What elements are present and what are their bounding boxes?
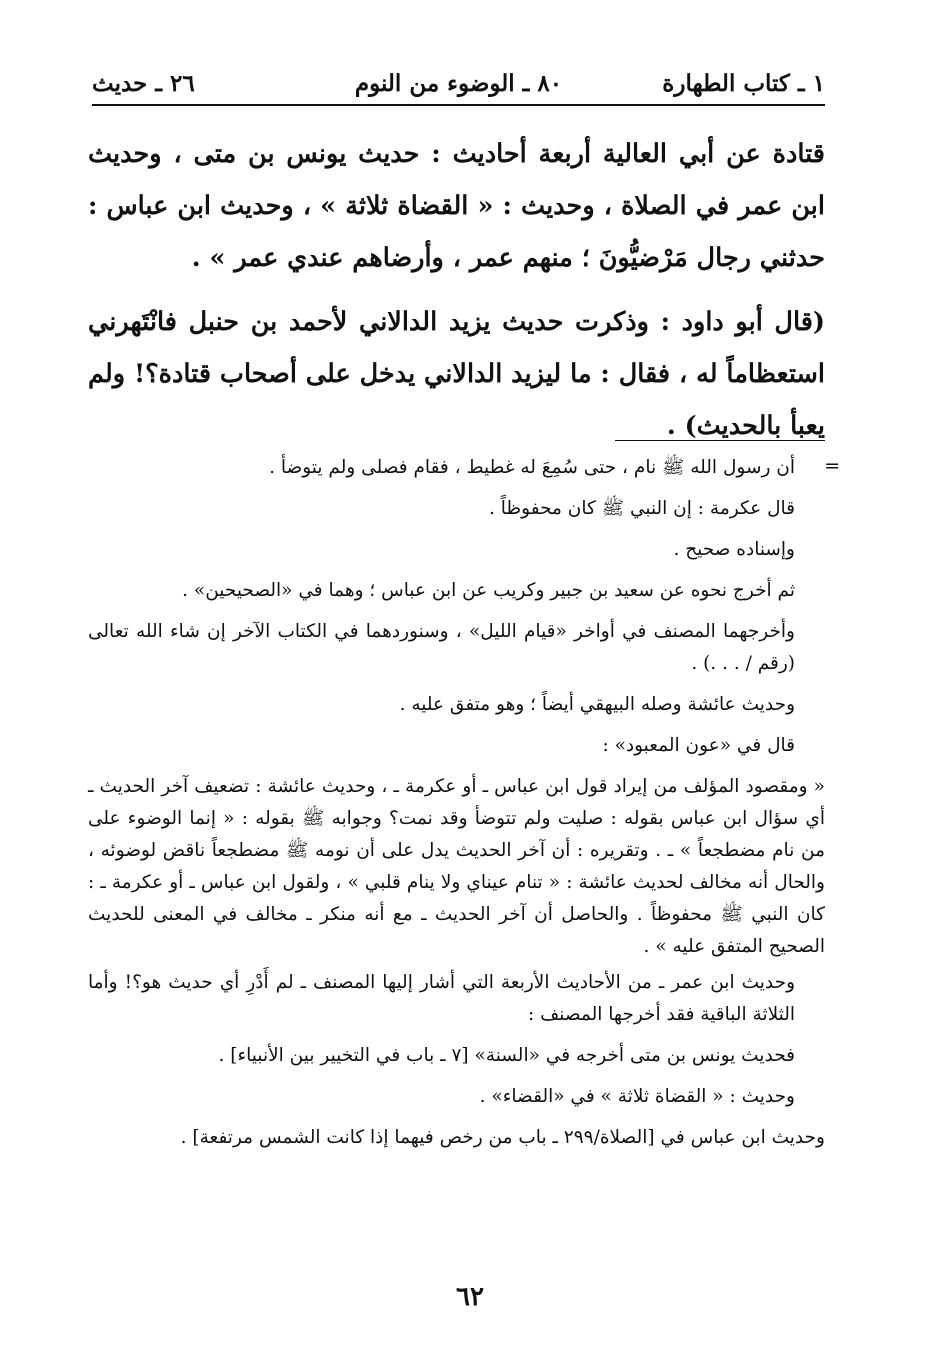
footnote-line: قال في «عون المعبود» : bbox=[602, 735, 795, 756]
footnote-quotation: « ومقصود المؤلف من إيراد قول ابن عباس ـ أو عكرمة ـ ، وحديث عائشة : تضعيف آخر الحديث ـ أي سؤال ابن عباس بقوله : صليت ولم تتوضأ وقد نمت؟ وجوابه ﷺ بقوله : « إنما الوضوء على من نام مضطجعاً » ـ . وتقريره : أن آخر الحديث يدل على أن نومه ﷺ مضطجعاً ناقض لوضوئه ، والحال أنه مخالف لحديث عائشة : « تنام عيناي ولا ينام قلبي » ، ولقول ابن عباس ـ أو عكرمة ـ : كان النبي ﷺ محفوظاً . والحاصل أن آخر الحديث ـ مع أنه منكر ـ مخالف في المعنى للحديث الصحيح المتفق عليه » . bbox=[88, 776, 825, 957]
header-chapter-title: ٨٠ ـ الوضوء من النوم bbox=[354, 70, 563, 97]
footnote-line: وحديث ابن عمر ـ من الأحاديث الأربعة التي أشار إليها المصنف ـ لم أَدْرِ أي حديث هو؟! وأما الثلاثة الباقية فقد أخرجها المصنف : bbox=[88, 972, 795, 1025]
footnote-divider bbox=[615, 440, 825, 441]
footnote-line: فحديث يونس بن متى أخرجه في «السنة» [٧ ـ باب في التخيير بين الأنبياء] . bbox=[218, 1045, 795, 1066]
main-paragraph-1: قتادة عن أبي العالية أربعة أحاديث : حديث يونس بن متى ، وحديث ابن عمر في الصلاة ، وحديث : « القضاة ثلاثة » ، وحديث ابن عباس : حدثني رجال مَرْضيُّونَ ؛ منهم عمر ، وأرضاهم عندي عمر » . bbox=[88, 139, 825, 273]
page-number: ٦٢ bbox=[456, 1282, 484, 1312]
running-header bbox=[92, 62, 825, 102]
footnote-line: وأخرجهما المصنف في أواخر «قيام الليل» ، وسنوردهما في الكتاب الآخر إن شاء الله تعالى (رقم / . . .) . bbox=[88, 621, 795, 674]
footnote-line: وحديث عائشة وصله البيهقي أيضاً ؛ وهو متفق عليه . bbox=[399, 694, 795, 715]
footnote-line: وإسناده صحيح . bbox=[673, 539, 795, 560]
header-book-title: ١ ـ كتاب الطهارة bbox=[662, 70, 825, 97]
footnote-continuation-marker: = bbox=[824, 455, 840, 477]
footnote-line: أن رسول الله ﷺ نام ، حتى سُمِعَ له غطيط ، فقام فصلى ولم يتوضأ . bbox=[269, 457, 795, 478]
main-text bbox=[88, 128, 825, 464]
header-divider bbox=[92, 104, 825, 106]
header-hadith-number: ٢٦ ـ حديث bbox=[92, 70, 195, 97]
main-paragraph-2: (قال أبو داود : وذكرت حديث يزيد الدالاني لأحمد بن حنبل فانْتَهرني استعظاماً له ، فقال : ما ليزيد الدالاني يدخل على أصحاب قتادة؟! ولم يعبأ بالحديث) . bbox=[88, 307, 825, 441]
footnote-line: قال عكرمة : إن النبي ﷺ كان محفوظاً . bbox=[489, 498, 795, 519]
footnote-line: وحديث ابن عباس في [الصلاة/٢٩٩ ـ باب من رخص فيهما إذا كانت الشمس مرتفعة] . bbox=[180, 1127, 825, 1148]
footnote-line: وحديث : « القضاة ثلاثة » في «القضاء» . bbox=[479, 1086, 795, 1107]
footnotes bbox=[88, 452, 825, 1163]
footnote-line: ثم أخرج نحوه عن سعيد بن جبير وكريب عن ابن عباس ؛ وهما في «الصحيحين» . bbox=[182, 580, 795, 601]
